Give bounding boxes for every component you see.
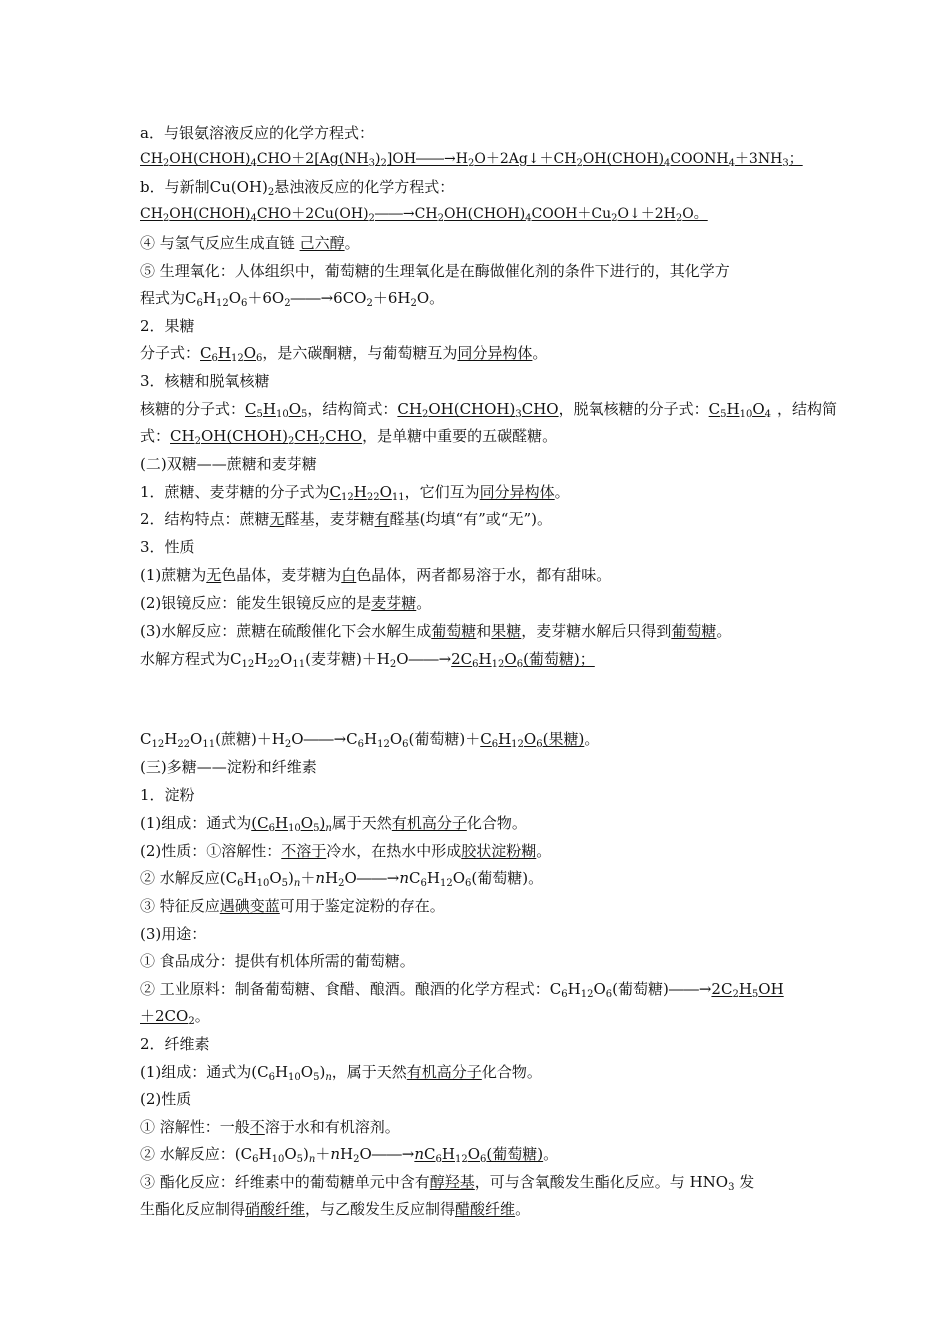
cellulose-properties-heading: (2)性质 [140, 1090, 192, 1108]
disaccharides-prop1 [140, 564, 820, 586]
polysaccharides-heading: (三)多糖——淀粉和纤维素 [140, 758, 317, 776]
fructose-heading: 2．果糖 [140, 317, 195, 335]
s4-prefix: ③ 特征反应 [140, 897, 220, 915]
maltose-hydrolysis-equation [140, 648, 820, 670]
eq2-answer: $C_6H_{12}O_6$(果糖) [480, 730, 585, 750]
p1-isomer-answer: 同分异构体 [479, 483, 555, 501]
glucose-copper-hydroxide-equation: $CH_2OH(CHOH)_4CHO+2Cu(OH)_2――\to CH_2OH(CHOH)_4COOH+Cu_2O↓+2H_2O$。 [140, 206, 708, 224]
ribose-heading: 3．核糖和脱氧核糖 [140, 372, 270, 390]
starch-use-1: ① 食品成分：提供有机体所需的葡萄糖。 [140, 952, 415, 970]
ribose-line2-label: 式： [140, 427, 171, 445]
prop2-end: 。 [416, 594, 432, 612]
starch-heading: 1．淀粉 [140, 786, 195, 804]
disaccharides-prop3 [140, 620, 820, 642]
p1-formula: $C_{12}H_{22}O_{11}$ [329, 483, 405, 503]
s4-answer: 遇碘变蓝 [219, 897, 280, 915]
use2-prefix: ② 工业原料：制备葡萄糖、食醋、酿酒。酿酒的化学方程式：$C_6H_{12}O_6$(葡萄糖)――→ [140, 980, 712, 1000]
deoxyribose-structure: $CH_2OH(CHOH)_2CH_2CHO$ [170, 427, 363, 447]
glucose-item-5-line1: ⑤ 生理氧化：人体组织中，葡萄糖的生理氧化是在酶做催化剂的条件下进行的，其化学方 [140, 262, 730, 280]
fructose-formula: $C_6H_{12}O_6$ [200, 344, 263, 364]
disaccharides-heading: (二)双糖——蔗糖和麦芽糖 [140, 455, 317, 473]
fructose-text-mid: ，是六碳酮糖，与葡萄糖互为 [262, 344, 458, 362]
disaccharides-p2 [140, 508, 820, 530]
prop1-prefix: (1)蔗糖为 [140, 566, 207, 584]
s1-end: 化合物。 [466, 814, 527, 832]
glucose-a-title: a．与银氨溶液反应的化学方程式： [140, 124, 374, 142]
p2-answer-2: 有 [374, 510, 390, 528]
glucose-item-5-line2: 程式为$C_6H_{12}O_6+6O_2――\to 6CO_2+6H_2O$。 [140, 289, 445, 309]
prop1-answer-2: 白 [341, 566, 357, 584]
c1-prefix: (1)组成：通式为$(C_6H_{10}O_5)_n$，属于天然 [140, 1063, 407, 1083]
glucose-b-title: b．与新制$Cu(OH)_2$悬浊液反应的化学方程式： [140, 178, 455, 198]
ribose-structure-label: ，结构简式： [307, 400, 398, 418]
s1-formula: $(C_6H_{10}O_5)_n$ [251, 814, 332, 834]
s2-answer-2: 胶状淀粉糊 [461, 842, 537, 860]
eq1-prefix: 水解方程式为$C_{12}H_{22}O_{11}$(麦芽糖)$+H_2O――\to$ [140, 650, 452, 670]
c3-prefix: ① 溶解性：一般 [140, 1118, 250, 1136]
prop3-and: 和 [476, 622, 492, 640]
cellulose-heading: 2．纤维素 [140, 1035, 210, 1053]
c3-answer: 不 [249, 1118, 265, 1136]
c4-answer: $nC_6H_{12}O_6$(葡萄糖) [414, 1145, 544, 1165]
starch-solubility [140, 840, 820, 862]
p1-end: 。 [554, 483, 570, 501]
deoxyribose-label: ，脱氧核糖的分子式： [558, 400, 709, 418]
prop1-end: 色晶体，两者都易溶于水，都有甜味。 [356, 566, 612, 584]
ribose-formula: $C_5H_{10}O_5$ [245, 400, 308, 420]
s2-end: 。 [536, 842, 552, 860]
s2-mid: 冷水，在热水中形成 [326, 842, 462, 860]
starch-iodine-test [140, 895, 820, 917]
deoxyribose-structure-label: ，结构简 [777, 400, 838, 418]
c5-mid: ，可与含氧酸发生酯化反应。与 $HNO_3$ 发 [474, 1173, 755, 1193]
cellulose-hydrolysis [140, 1143, 820, 1165]
disaccharides-properties-heading: 3．性质 [140, 538, 195, 556]
p2-answer-1: 无 [269, 510, 285, 528]
eq1-answer: $2C_6H_{12}O_6$(葡萄糖)； [451, 650, 595, 670]
disaccharides-prop2 [140, 592, 820, 614]
s2-prefix: (2)性质：①溶解性： [140, 842, 282, 860]
item4-answer: 己六醇 [299, 234, 345, 252]
p1-prefix: 1．蔗糖、麦芽糖的分子式为 [140, 483, 330, 501]
starch-use-2-cont [140, 1005, 820, 1027]
deoxyribose-formula: $C_5H_{10}O_4$ [708, 400, 771, 420]
p2-prefix: 2．结构特点：蔗糖 [140, 510, 270, 528]
c6-answer-2: 醋酸纤维 [455, 1200, 516, 1218]
item4-prefix: ④ 与氢气反应生成直链 [140, 234, 295, 252]
fructose-text-end: 。 [532, 344, 548, 362]
s2-answer-1: 不溶于 [281, 842, 327, 860]
glucose-item-4 [140, 232, 820, 254]
c5-answer: 醇羟基 [429, 1173, 475, 1191]
p2-end: 醛基(均填“有”或“无”)。 [389, 510, 552, 528]
disaccharides-p1 [140, 481, 820, 503]
starch-composition [140, 812, 820, 834]
prop3-answer-1: 葡萄糖 [431, 622, 477, 640]
ribose-structure: $CH_2OH(CHOH)_3CHO$ [397, 400, 559, 420]
c3-end: 溶于水和有机溶剂。 [264, 1118, 400, 1136]
c6-prefix: 生酯化反应制得 [140, 1200, 246, 1218]
p1-mid: ，它们互为 [404, 483, 480, 501]
prop1-mid: 色晶体，麦芽糖为 [221, 566, 342, 584]
c6-end: 。 [515, 1200, 531, 1218]
eq2-end: 。 [584, 730, 600, 748]
cellulose-esterification-line1 [140, 1171, 820, 1193]
ribose-line2-text: ，是单糖中重要的五碳醛糖。 [362, 427, 558, 445]
prop3-mid: ，麦芽糖水解后只得到 [521, 622, 672, 640]
s1-prefix: (1)组成：通式为 [140, 814, 252, 832]
s4-end: 可用于鉴定淀粉的存在。 [279, 897, 445, 915]
prop3-answer-2: 果糖 [491, 622, 522, 640]
use2-answer-1: $2C_2H_5OH$ [711, 980, 784, 1000]
fructose-isomer-answer: 同分异构体 [457, 344, 533, 362]
item4-suffix: 。 [344, 234, 360, 252]
eq2-prefix: $C_{12}H_{22}O_{11}$(蔗糖)$+H_2O――\to C_6H_{12}O_6$(葡萄糖)＋ [140, 730, 481, 750]
starch-uses-heading: (3)用途： [140, 925, 207, 943]
cellulose-composition [140, 1061, 820, 1083]
c4-end: 。 [543, 1145, 559, 1163]
prop3-end: 。 [716, 622, 732, 640]
ribose-line1 [140, 398, 838, 420]
fructose-formula-label: 分子式： [140, 344, 201, 362]
cellulose-esterification-line2 [140, 1198, 820, 1220]
c1-end: 化合物。 [481, 1063, 542, 1081]
starch-hydrolysis: ② 水解反应$(C_6H_{10}O_5)_n+nH_2O――\to nC_6H_{12}O_6$(葡萄糖)。 [140, 869, 544, 889]
cellulose-solubility [140, 1116, 820, 1138]
c6-answer-1: 硝酸纤维 [245, 1200, 306, 1218]
ribose-line2 [140, 425, 820, 447]
prop3-answer-3: 葡萄糖 [671, 622, 717, 640]
prop1-answer-1: 无 [206, 566, 222, 584]
c1-answer: 有机高分子 [406, 1063, 482, 1081]
use2-end: 。 [194, 1007, 210, 1025]
fructose-formula-line [140, 342, 820, 364]
s1-mid: 属于天然 [331, 814, 392, 832]
ribose-label: 核糖的分子式： [140, 400, 246, 418]
c5-prefix: ③ 酯化反应：纤维素中的葡萄糖单元中含有 [140, 1173, 430, 1191]
sucrose-hydrolysis-equation [140, 728, 820, 750]
starch-use-2 [140, 978, 820, 1000]
prop2-answer: 麦芽糖 [371, 594, 417, 612]
prop2-prefix: (2)银镜反应：能发生银镜反应的是 [140, 594, 372, 612]
use2-answer-2: $+2CO_2$ [140, 1007, 195, 1027]
c4-prefix: ② 水解反应：$(C_6H_{10}O_5)_n+nH_2O――\to$ [140, 1145, 415, 1165]
s1-answer: 有机高分子 [391, 814, 467, 832]
glucose-silver-mirror-equation: $CH_2OH(CHOH)_4CHO+2[Ag(NH_3)_2]OH――\to H_2O+2Ag↓+CH_2OH(CHOH)_4COONH_4+3NH_3$； [140, 151, 803, 169]
prop3-prefix: (3)水解反应：蔗糖在硫酸催化下会水解生成 [140, 622, 432, 640]
c6-mid: ，与乙酸发生反应制得 [305, 1200, 456, 1218]
p2-mid: 醛基，麦芽糖 [284, 510, 375, 528]
